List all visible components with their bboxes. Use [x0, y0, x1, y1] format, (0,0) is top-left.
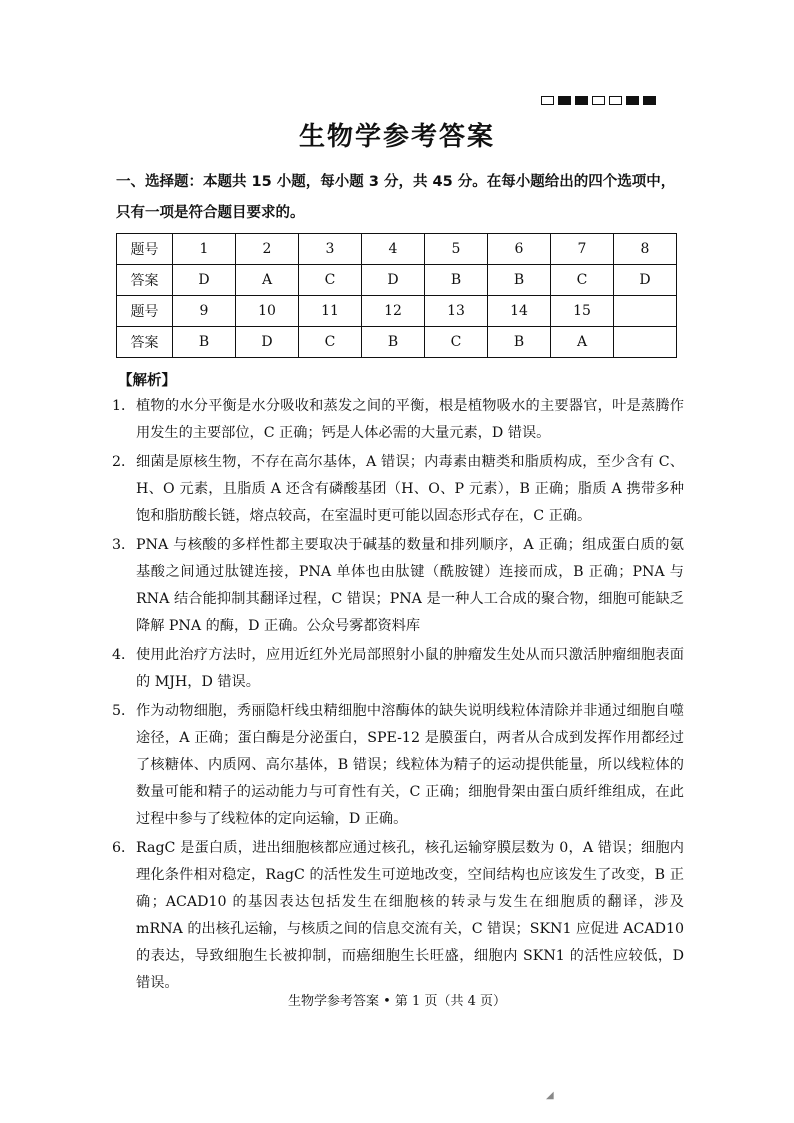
table-cell: A	[551, 327, 614, 358]
table-cell: 1	[173, 234, 236, 265]
table-cell: C	[299, 265, 362, 296]
code-mark-filled	[575, 96, 588, 105]
table-cell: A	[236, 265, 299, 296]
analysis-item	[112, 532, 684, 640]
table-cell: B	[425, 265, 488, 296]
table-cell: D	[236, 327, 299, 358]
table-row	[117, 327, 677, 358]
table-row-header: 题号	[117, 234, 173, 265]
section-heading: 一、选择题：本题共 15 小题，每小题 3 分，共 45 分。在每小题给出的四个选项中，只有一项是符合题目要求的。	[116, 174, 676, 221]
table-cell: 15	[551, 296, 614, 327]
item-number: 6．	[112, 840, 136, 856]
code-mark-filled	[643, 96, 656, 105]
table-cell: 3	[299, 234, 362, 265]
table-cell: C	[551, 265, 614, 296]
table-cell: 11	[299, 296, 362, 327]
table-cell: B	[488, 265, 551, 296]
analysis-item	[112, 393, 684, 447]
analysis-item	[112, 642, 684, 696]
analysis-list	[112, 393, 684, 999]
table-cell: 5	[425, 234, 488, 265]
table-cell: 7	[551, 234, 614, 265]
table-row	[117, 234, 677, 265]
analysis-item	[112, 449, 684, 530]
table-row	[117, 265, 677, 296]
page-footer: 生物学参考答案 • 第 1 页（共 4 页）	[287, 994, 506, 1009]
table-cell: 8	[614, 234, 677, 265]
page-title: 生物学参考答案	[298, 122, 495, 152]
table-cell: D	[362, 265, 425, 296]
table-row-header: 题号	[117, 296, 173, 327]
answer-table	[116, 233, 677, 358]
item-number: 5．	[112, 703, 136, 719]
corner-mark-icon: ◢	[546, 1090, 554, 1101]
table-cell: 9	[173, 296, 236, 327]
code-mark-empty	[541, 96, 554, 105]
table-cell: B	[362, 327, 425, 358]
table-cell: C	[299, 327, 362, 358]
item-number: 3．	[112, 537, 136, 553]
item-number: 2．	[112, 454, 136, 470]
table-cell: B	[488, 327, 551, 358]
table-cell: 10	[236, 296, 299, 327]
table-cell: 13	[425, 296, 488, 327]
code-mark-filled	[558, 96, 571, 105]
analysis-item	[112, 835, 684, 997]
code-mark-empty	[609, 96, 622, 105]
table-cell: 2	[236, 234, 299, 265]
table-cell	[614, 327, 677, 358]
item-number: 1．	[112, 398, 136, 414]
analysis-label: 【解析】	[118, 373, 176, 389]
table-cell: 6	[488, 234, 551, 265]
item-text: 作为动物细胞，秀丽隐杆线虫精细胞中溶酶体的缺失说明线粒体清除并非通过细胞自噬途径，A 正确；蛋白酶是分泌蛋白，SPE-12 是膜蛋白，两者从合成到发挥作用都经过了核糖体、内质网、高尔基体，B 错误；线粒体为精子的运动提供能量，所以线粒体的数量可能和精子的运动能力与可育性有关，C 正确；细胞骨架由蛋白质纤维组成，在此过程中参与了线粒体的定向运输，D 正确。	[136, 703, 684, 827]
code-mark-empty	[592, 96, 605, 105]
item-text: 使用此治疗方法时，应用近红外光局部照射小鼠的肿瘤发生处从而只激活肿瘤细胞表面的 MJH，D 错误。	[136, 647, 684, 690]
table-row-header: 答案	[117, 327, 173, 358]
table-row	[117, 296, 677, 327]
table-cell: 14	[488, 296, 551, 327]
table-cell: 4	[362, 234, 425, 265]
header-code-marks	[541, 96, 656, 105]
item-text: 植物的水分平衡是水分吸收和蒸发之间的平衡，根是植物吸水的主要器官，叶是蒸腾作用发生的主要部位，C 正确；钙是人体必需的大量元素，D 错误。	[136, 398, 684, 441]
item-text: PNA 与核酸的多样性都主要取决于碱基的数量和排列顺序，A 正确；组成蛋白质的氨基酸之间通过肽键连接，PNA 单体也由肽键（酰胺键）连接而成，B 正确；PNA 与 RNA 结合能抑制其翻译过程，C 错误；PNA 是一种人工合成的聚合物，细胞可能缺乏降解 PNA 的酶，D 正确。公众号雾都资料库	[136, 537, 684, 634]
table-cell: C	[425, 327, 488, 358]
table-cell: 12	[362, 296, 425, 327]
table-cell: D	[614, 265, 677, 296]
table-cell	[614, 296, 677, 327]
item-text: 细菌是原核生物，不存在高尔基体，A 错误；内毒素由糖类和脂质构成，至少含有 C、H、O 元素，且脂质 A 还含有磷酸基团（H、O、P 元素），B 正确；脂质 A 携带多种饱和脂肪酸长链，熔点较高，在室温时更可能以固态形式存在，C 正确。	[136, 454, 684, 524]
item-text: RagC 是蛋白质，进出细胞核都应通过核孔，核孔运输穿膜层数为 0，A 错误；细胞内理化条件相对稳定，RagC 的活性发生可逆地改变，空间结构也应该发生了改变，B 正确；ACAD10 的基因表达包括发生在细胞核的转录与发生在细胞质的翻译，涉及 mRNA 的出核孔运输，与核质之间的信息交流有关，C 错误；SKN1 应促进 ACAD10 的表达，导致细胞生长被抑制，而癌细胞生长旺盛，细胞内 SKN1 的活性应较低，D 错误。	[136, 840, 684, 991]
table-cell: B	[173, 327, 236, 358]
code-mark-filled	[626, 96, 639, 105]
table-row-header: 答案	[117, 265, 173, 296]
item-number: 4．	[112, 647, 136, 663]
analysis-item	[112, 698, 684, 833]
table-cell: D	[173, 265, 236, 296]
